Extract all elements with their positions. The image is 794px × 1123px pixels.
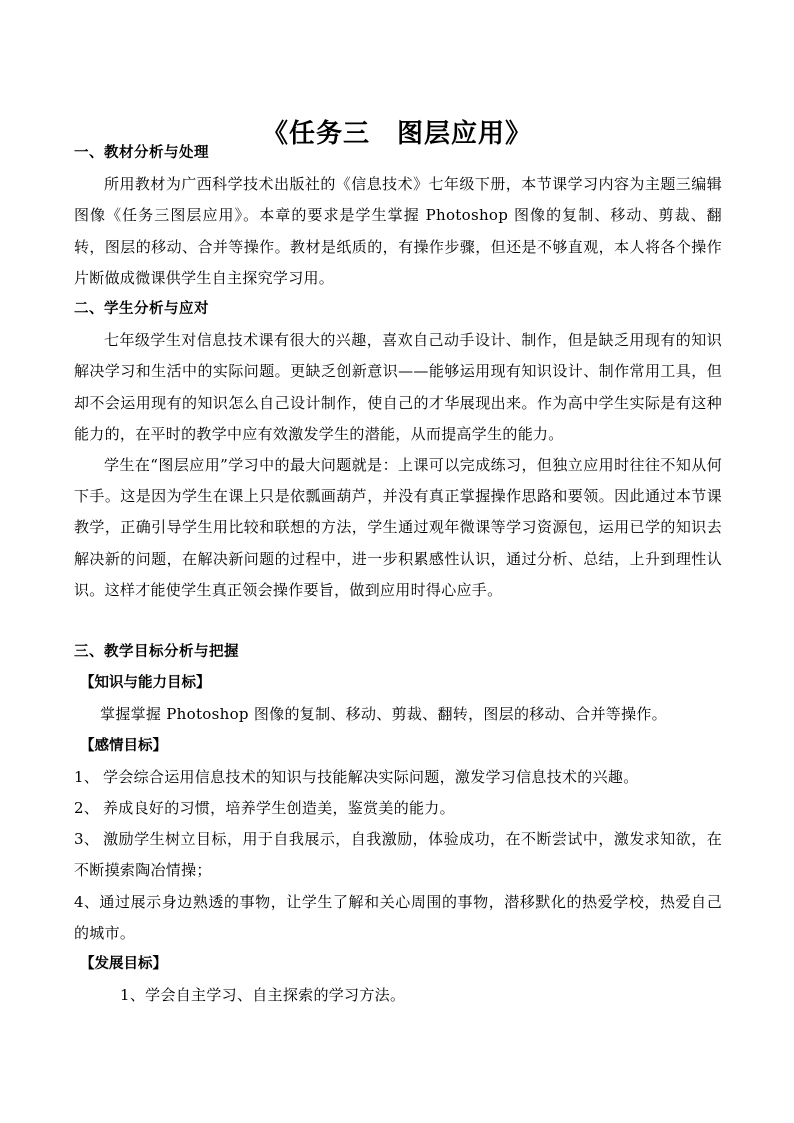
emotion-goal-item bbox=[74, 762, 722, 793]
development-goal-item: 1、学会自主学习、自主探索的学习方法。 bbox=[120, 986, 406, 1005]
section-heading-3: 三、教学目标分析与把握 bbox=[74, 644, 239, 661]
list-number: 3、 bbox=[74, 830, 100, 849]
knowledge-goal-text: 掌握掌握 Photoshop 图像的复制、移动、剪裁、翻转，图层的移动、合并等操作。 bbox=[100, 705, 667, 724]
list-text: 激励学生树立目标，用于自我展示，自我激励，体验成功，在不断尝试中，激发求知欲，在不断摸索陶冶情操； bbox=[74, 830, 722, 880]
section-1-paragraph: 所用教材为广西科学技术出版社的《信息技术》七年级下册，本节课学习内容为主题三编辑图像《任务三图层应用》。本章的要求是学生掌握 Photoshop 图像的复制、移动、剪裁、翻转，图层的移动、合并等操作。教材是纸质的，有操作步骤，但还是不够直观，本人将各个操作片断做成微课供学生自主探究学习用。 bbox=[74, 175, 722, 287]
document-body bbox=[74, 138, 722, 1011]
list-number: 2、 bbox=[74, 799, 100, 818]
list-text: 养成良好的习惯，培养学生创造美，鉴赏美的能力。 bbox=[103, 799, 455, 818]
emotion-goal-item bbox=[74, 887, 722, 949]
knowledge-goal-heading: 【知识与能力目标】 bbox=[80, 675, 211, 692]
list-number: 4、 bbox=[74, 892, 100, 911]
section-heading-2: 二、学生分析与应对 bbox=[74, 301, 209, 318]
emotion-goal-heading: 【感情目标】 bbox=[80, 737, 167, 754]
development-goal-heading: 【发展目标】 bbox=[80, 956, 167, 973]
list-number: 1、 bbox=[74, 767, 100, 786]
blank-line bbox=[74, 606, 722, 637]
document-title: 《任务三 图层应用》 bbox=[261, 119, 532, 150]
section-heading-1: 一、教材分析与处理 bbox=[74, 145, 209, 161]
section-2-paragraph-2: 学生在“图层应用”学习中的最大问题就是：上课可以完成练习，但独立应用时往往不知从何下手。这是因为学生在课上只是依瓢画葫芦，并没有真正掌握操作思路和要领。因此通过本节课教学，正确引导学生用比较和联想的方法，学生通过观年微课等学习资源包，运用已学的知识去解决新的问题，在解决新问题的过程中，进一步积累感性认识，通过分析、总结，上升到理性认识。这样才能使学生真正领会操作要旨，做到应用时得心应手。 bbox=[74, 456, 722, 599]
list-text: 通过展示身边熟透的事物，让学生了解和关心周围的事物，潜移默化的热爱学校，热爱自己的城市。 bbox=[74, 892, 722, 942]
emotion-goal-item bbox=[74, 824, 722, 886]
section-2-paragraph-1: 七年级学生对信息技术课有很大的兴趣，喜欢自己动手设计、制作，但是缺乏用现有的知识解决学习和生活中的实际问题。更缺乏创新意识——能够运用现有知识设计、制作常用工具，但却不会运用现有的知识怎么自己设计制作，使自己的才华展现出来。作为高中学生实际是有这种能力的，在平时的教学中应有效激发学生的潜能，从而提高学生的能力。 bbox=[74, 331, 722, 443]
emotion-goal-item bbox=[74, 793, 722, 824]
list-text: 学会综合运用信息技术的知识与技能解决实际问题，激发学习信息技术的兴趣。 bbox=[103, 767, 639, 786]
